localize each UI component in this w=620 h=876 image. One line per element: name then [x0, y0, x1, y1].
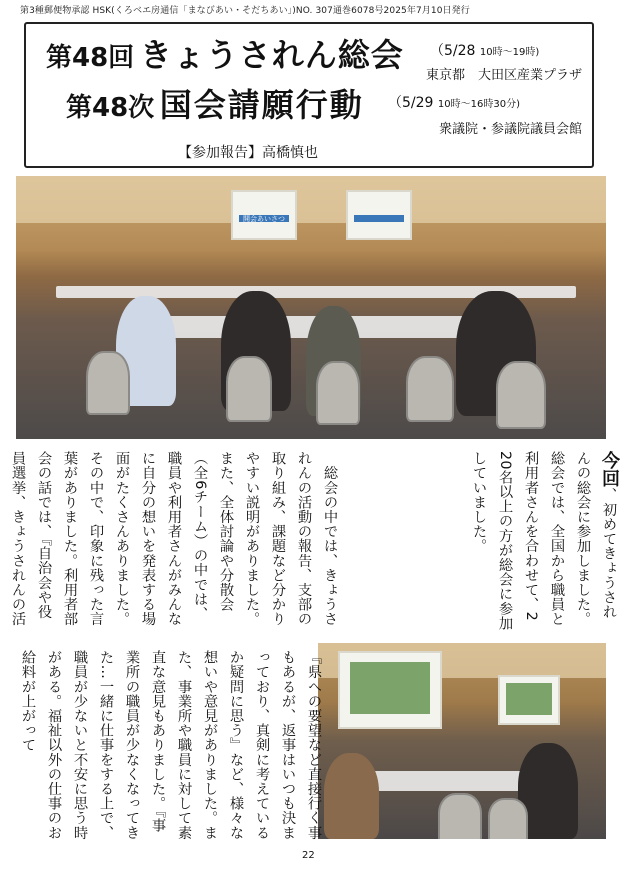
event-2-name: 国会請願行動	[159, 86, 364, 124]
event-2-time: 10時〜16時30分)	[437, 99, 520, 110]
article-column-1	[342, 451, 620, 631]
title-box	[24, 22, 594, 168]
event-title-1	[46, 30, 404, 76]
event-1-venue: 東京都 大田区産業プラザ	[425, 68, 582, 83]
page-number: 22	[302, 850, 315, 861]
projection-screen-right	[346, 190, 412, 240]
publication-header: 第3種郵便物承認 HSK(くろベエ房通信「まなびあい・そだちあい」)NO. 307通巻6078号2025年7月10日発行	[20, 6, 470, 16]
event-title-2	[66, 80, 364, 126]
event-1-name: きょうされん総会	[139, 36, 404, 74]
byline: 【参加報告】高橋慎也	[178, 145, 318, 161]
screen-slide-text: 開会あいさつ	[243, 215, 285, 223]
event-2-number: 第48次	[66, 93, 155, 123]
event-1-number: 第48回	[46, 43, 135, 73]
article-column-3: 『県への要望など直接行く事もあるが、返事はいつも決まっており、真剣に考えているか疑問に思う』など、様々な想いや意見がありました。また、事業所や職員に対して素直な意見もありました。『事業所の職員が少なくなってきた…一緒に仕事をする上で、職員が少ないと不安に思う時がある。福祉以外の仕事のお給料が上がって	[20, 650, 322, 840]
event-1-time: 10時〜19時)	[479, 47, 540, 58]
session-screen-left	[338, 651, 442, 729]
event-2-date	[388, 92, 520, 112]
article-column-2: 総会の中では、きょうされんの活動の報告、支部の取り組み、課題など分かりやすい説明がありました。また、全体討論や分散会（全6チーム）の中では、職員や利用者さんがみんなに自分の想いを発表する場面がたくさんありました。その中で、印象に残った言葉がありました。利用者部会の話では、『自治会や役員選挙、きょうされんの活	[10, 451, 338, 627]
projection-screen-left	[231, 190, 297, 240]
conference-hall-photo	[16, 176, 606, 439]
event-1-day: （5/28	[430, 43, 476, 59]
event-1-date	[430, 40, 539, 60]
event-2-day: （5/29	[388, 95, 434, 111]
article-column-1-text: 、初めてきょうされんの総会に参加しました。総会では、全国から職員と利用者さんを合わせて、2 20名以上の方が総会に参加していました。	[471, 451, 617, 631]
session-screen-right	[498, 675, 560, 725]
session-hall-photo	[318, 643, 606, 839]
article-lead: 今回	[599, 451, 620, 488]
event-2-venue: 衆議院・参議院議員会館	[438, 122, 582, 137]
